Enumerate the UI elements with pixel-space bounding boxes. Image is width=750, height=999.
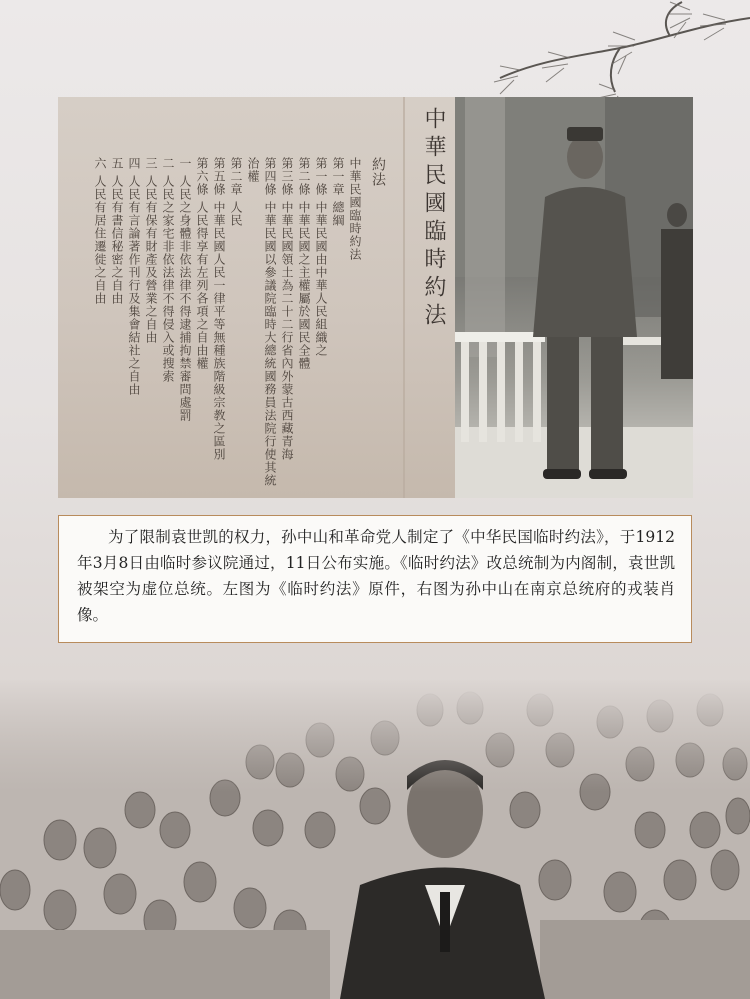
document-column: 中華民國臨時約法 [348, 157, 362, 261]
document-column: 二 人民之家宅非依法律不得侵入或搜索 [161, 157, 175, 383]
document-column: 一 人民之身體非依法律不得逮捕拘禁審問處罰 [178, 157, 192, 422]
document-column: 第二章 人民 [229, 157, 243, 227]
portrait-illustration [455, 97, 693, 498]
document-title: 中華民國臨時約法 [421, 107, 446, 331]
group-portrait-illustration [0, 680, 750, 999]
document-column: 三 人民有保有財產及營業之自由 [144, 157, 158, 344]
document-column: 五 人民有書信秘密之自由 [110, 157, 124, 305]
military-portrait-photo [455, 97, 693, 498]
document-fold-line [403, 97, 405, 498]
constitution-document-photo [58, 97, 456, 498]
document-heading: 約法 [370, 157, 386, 187]
document-column: 四 人民有言論著作刊行及集會結社之自由 [127, 157, 141, 396]
document-column: 第六條 人民得享有左列各項之自由權 [195, 157, 209, 370]
document-column: 第一條 中華民國由中華人民組織之 [314, 157, 328, 357]
document-column: 第三條 中華民國領土為二十二行省內外蒙古西藏青海 [280, 157, 294, 461]
document-column: 第一章 總綱 [331, 157, 345, 227]
revolutionaries-group-portrait [0, 680, 750, 999]
caption-box [58, 515, 692, 643]
document-column: 第五條 中華民國人民一律平等無種族階級宗教之區別 [212, 157, 226, 461]
document-column: 六 人民有居住遷徙之自由 [93, 157, 107, 305]
document-text [91, 157, 386, 487]
caption-text: 为了限制袁世凯的权力，孙中山和革命党人制定了《中华民国临时约法》，于1912年3月8日由临时参议院通过，11日公布实施。《临时约法》改总统制为内阁制，袁世凯被架空为虚位总统。左图为《临时约法》原件，右图为孙中山在南京总统府的戎装肖像。 [77, 528, 675, 624]
document-column: 第二條 中華民國之主權屬於國民全體 [297, 157, 311, 370]
pine-branch-decoration [420, 0, 750, 110]
document-column: 第四條 中華民國以參議院臨時大總統國務員法院行使其統治權 [246, 157, 277, 487]
